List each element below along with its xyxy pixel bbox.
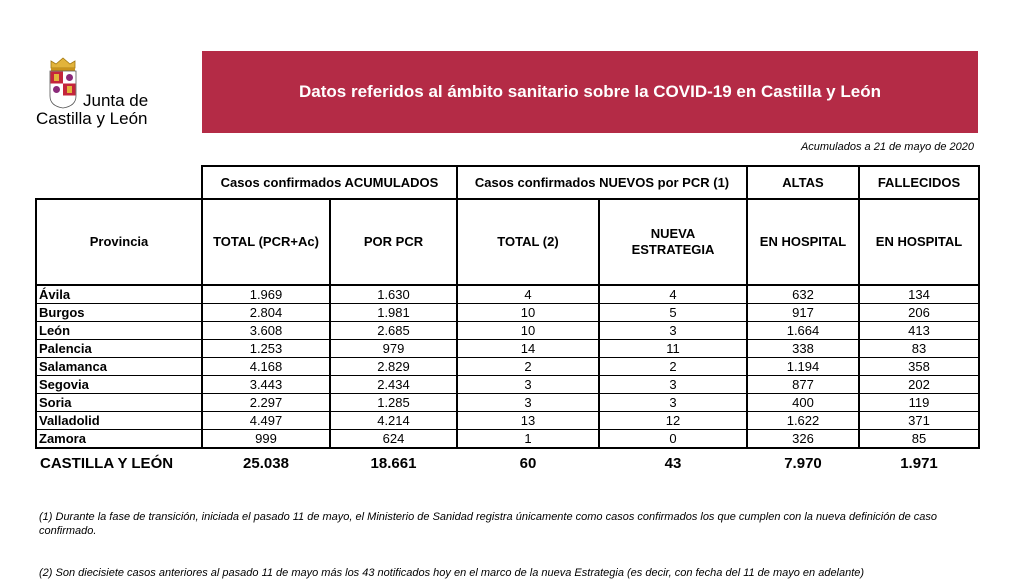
table-cell: 877 xyxy=(747,376,859,394)
total-cell: 7.970 xyxy=(784,455,822,472)
table-cell: 4.497 xyxy=(202,412,330,430)
title-banner xyxy=(202,51,978,133)
table-cell: 2 xyxy=(457,358,599,376)
table-cell: 1.664 xyxy=(747,322,859,340)
table-row xyxy=(36,358,979,376)
table-cell: 2.829 xyxy=(330,358,457,376)
total-cell: 60 xyxy=(519,455,537,472)
group-header-row xyxy=(36,166,979,199)
table-cell: 2 xyxy=(599,358,747,376)
table-cell: 10 xyxy=(457,304,599,322)
date-note: Acumulados a 21 de mayo de 2020 xyxy=(800,141,974,153)
table-cell: 1.969 xyxy=(202,285,330,304)
col-altas-hospital: EN HOSPITAL xyxy=(747,199,859,285)
table-cell: 4 xyxy=(599,285,747,304)
table-cell: 5 xyxy=(599,304,747,322)
footnote-1: (1) Durante la fase de transición, iniciada el pasado 11 de mayo, el Ministerio de Sanidad registra únicamente como casos confirmados los que cumplen con la nueva definición de caso confirmado. xyxy=(39,511,938,537)
coat-of-arms-icon xyxy=(46,56,80,110)
table-cell: 326 xyxy=(747,430,859,449)
table-row xyxy=(36,304,979,322)
table-cell: 624 xyxy=(330,430,457,449)
table-cell: 979 xyxy=(330,340,457,358)
footnote-2: (2) Son diecisiete casos anteriores al pasado 11 de mayo más los 43 notificados hoy en el marco de la nueva Estrategia (es decir, con fecha del 11 de mayo en adelante) xyxy=(39,567,865,579)
header-altas: ALTAS xyxy=(747,166,859,199)
table-cell: 202 xyxy=(859,376,979,394)
table-cell: 2.434 xyxy=(330,376,457,394)
total-row xyxy=(36,448,979,477)
table-cell: 917 xyxy=(747,304,859,322)
province-name: León xyxy=(36,322,202,340)
province-name: Segovia xyxy=(36,376,202,394)
table-cell: 4.214 xyxy=(330,412,457,430)
province-name: Palencia xyxy=(36,340,202,358)
table-cell: 4.168 xyxy=(202,358,330,376)
col-nueva-line1: NUEVA xyxy=(650,226,696,241)
col-total-pcr-ac: TOTAL (PCR+Ac) xyxy=(202,199,330,285)
table-row xyxy=(36,322,979,340)
col-fallecidos-hospital: EN HOSPITAL xyxy=(859,199,979,285)
table-cell: 338 xyxy=(747,340,859,358)
province-name: Valladolid xyxy=(36,412,202,430)
table-cell: 206 xyxy=(859,304,979,322)
total-cell: 43 xyxy=(664,455,682,472)
table-cell: 371 xyxy=(859,412,979,430)
table-cell: 12 xyxy=(599,412,747,430)
table-row xyxy=(36,430,979,449)
table-row xyxy=(36,376,979,394)
table-cell: 134 xyxy=(859,285,979,304)
logo-text-line1: Junta de xyxy=(83,91,149,110)
table-cell: 3.608 xyxy=(202,322,330,340)
table-cell: 85 xyxy=(859,430,979,449)
table-cell: 10 xyxy=(457,322,599,340)
table-cell: 0 xyxy=(599,430,747,449)
table-cell: 3 xyxy=(599,322,747,340)
total-cell: 1.971 xyxy=(900,455,938,472)
col-provincia: Provincia xyxy=(36,199,202,285)
table-cell: 413 xyxy=(859,322,979,340)
col-nueva-estrategia xyxy=(599,199,747,285)
table-cell: 400 xyxy=(747,394,859,412)
col-total-2: TOTAL (2) xyxy=(457,199,599,285)
table-cell: 1.981 xyxy=(330,304,457,322)
blank-header-cell xyxy=(36,166,202,199)
province-name: Salamanca xyxy=(36,358,202,376)
table-cell: 119 xyxy=(859,394,979,412)
table-cell: 14 xyxy=(457,340,599,358)
table-cell: 1.285 xyxy=(330,394,457,412)
column-header-row xyxy=(36,199,979,285)
table-cell: 3 xyxy=(599,376,747,394)
col-por-pcr: POR PCR xyxy=(330,199,457,285)
header-fallecidos: FALLECIDOS xyxy=(859,166,979,199)
table-cell: 2.804 xyxy=(202,304,330,322)
table-cell: 999 xyxy=(202,430,330,449)
table-cell: 3 xyxy=(457,376,599,394)
table-row xyxy=(36,285,979,304)
table-cell: 11 xyxy=(599,340,747,358)
total-label: CASTILLA Y LEÓN xyxy=(40,455,174,472)
header-nuevos: Casos confirmados NUEVOS por PCR (1) xyxy=(457,166,747,199)
table-row xyxy=(36,394,979,412)
header-acumulados: Casos confirmados ACUMULADOS xyxy=(202,166,457,199)
table-cell: 3.443 xyxy=(202,376,330,394)
covid-data-table xyxy=(35,165,980,477)
province-name: Burgos xyxy=(36,304,202,322)
junta-logo xyxy=(36,56,166,128)
table-cell: 2.297 xyxy=(202,394,330,412)
table-row xyxy=(36,412,979,430)
province-name: Zamora xyxy=(36,430,202,449)
banner-title: Datos referidos al ámbito sanitario sobre la COVID-19 en Castilla y León xyxy=(299,82,881,101)
total-cell: 18.661 xyxy=(370,455,417,472)
table-cell: 1.253 xyxy=(202,340,330,358)
table-cell: 3 xyxy=(599,394,747,412)
province-name: Ávila xyxy=(36,285,202,304)
logo-text-line2: Castilla y León xyxy=(36,109,148,128)
table-cell: 83 xyxy=(859,340,979,358)
table-cell: 13 xyxy=(457,412,599,430)
table-cell: 1.622 xyxy=(747,412,859,430)
table-cell: 4 xyxy=(457,285,599,304)
total-section xyxy=(36,448,979,477)
province-rows xyxy=(36,285,979,448)
table-cell: 2.685 xyxy=(330,322,457,340)
table-cell: 1.194 xyxy=(747,358,859,376)
table-cell: 632 xyxy=(747,285,859,304)
table-cell: 1 xyxy=(457,430,599,449)
table-cell: 3 xyxy=(457,394,599,412)
table-row xyxy=(36,340,979,358)
total-cell: 25.038 xyxy=(243,455,289,472)
province-name: Soria xyxy=(36,394,202,412)
table-cell: 1.630 xyxy=(330,285,457,304)
col-nueva-line2: ESTRATEGIA xyxy=(631,242,715,257)
table-cell: 358 xyxy=(859,358,979,376)
